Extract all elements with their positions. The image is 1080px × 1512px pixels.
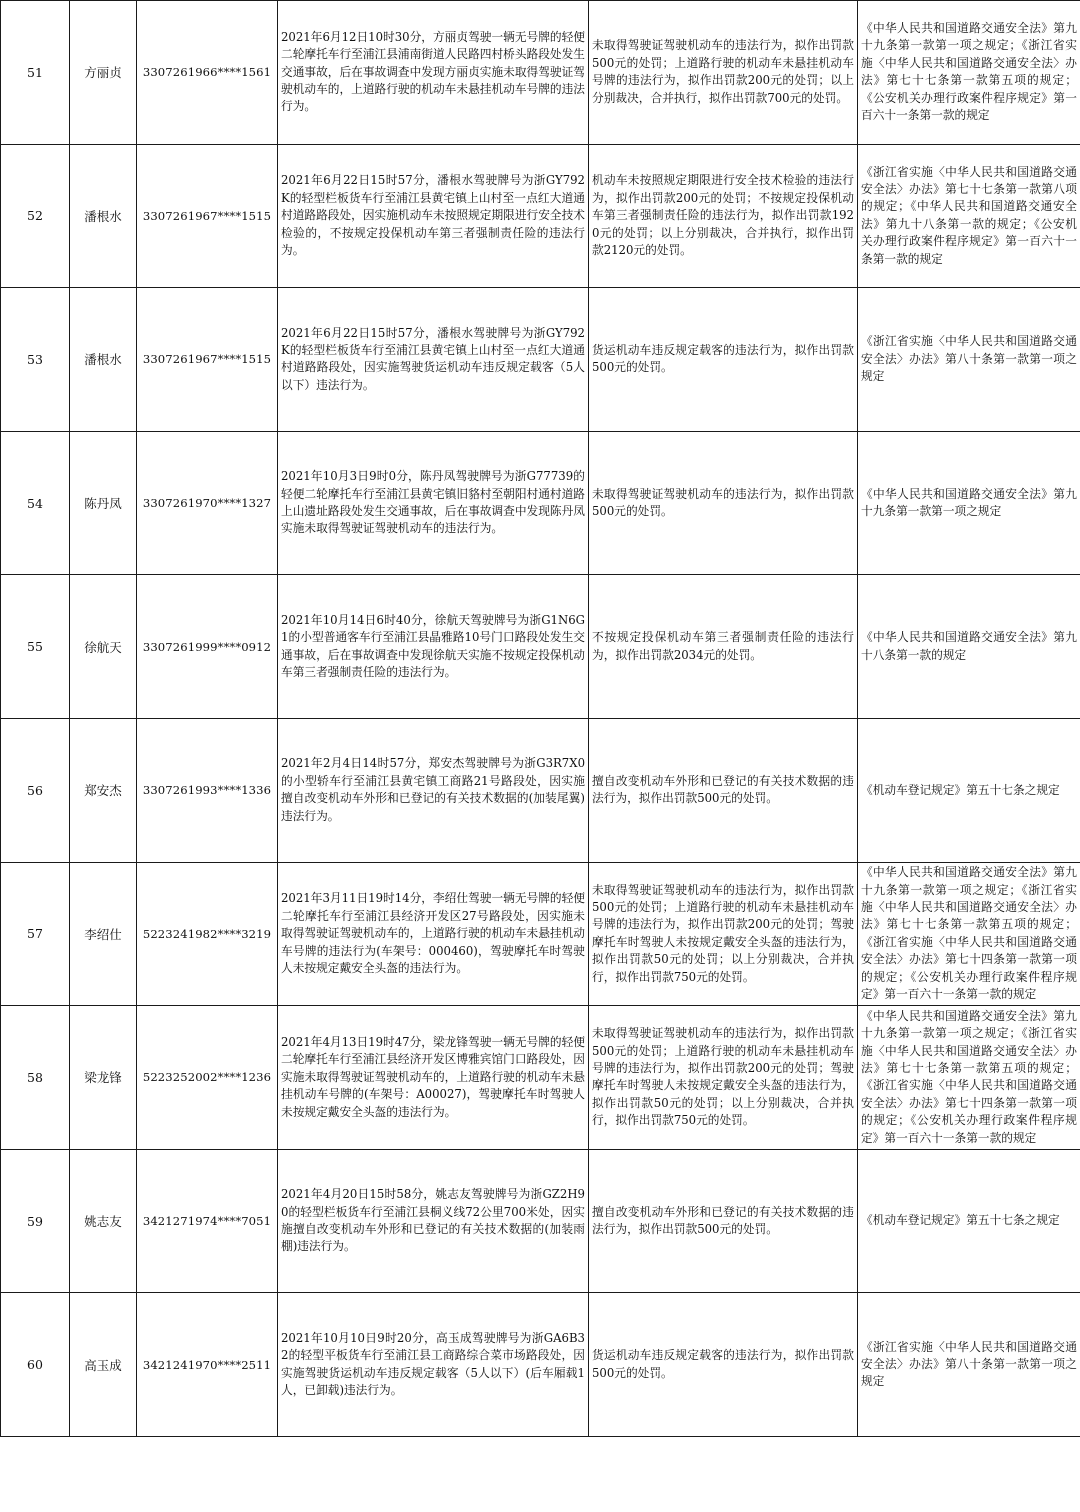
row-number: 52 <box>1 144 70 288</box>
violation-facts: 2021年10月14日6时40分，徐航天驾驶牌号为浙G1N6G1的小型普通客车行至浦江县晶雅路10号门口路段处发生交通事故，后在事故调查中发现徐航天实施不按规定投保机动车第三者强制责任险的违法行为。 <box>278 575 589 719</box>
person-name: 陈丹凤 <box>70 431 137 575</box>
table-row <box>1 144 1080 288</box>
violation-facts: 2021年2月4日14时57分，郑安杰驾驶牌号为浙G3R7X0的小型轿车行至浦江县黄宅镇工商路21号路段处，因实施擅自改变机动车外形和已登记的有关技术数据的(加装尾翼)违法行为。 <box>278 718 589 862</box>
row-number: 51 <box>1 1 70 145</box>
violation-facts: 2021年6月12日10时30分，方丽贞驾驶一辆无号牌的轻便二轮摩托车行至浦江县浦南街道人民路四村桥头路段处发生交通事故，后在事故调查中发现方丽贞实施未取得驾驶证驾驶机动车的，上道路行驶的机动车未悬挂机动车号牌的违法行为。 <box>278 1 589 145</box>
violation-facts: 2021年4月13日19时47分，梁龙锋驾驶一辆无号牌的轻便二轮摩托车行至浦江县经济开发区博雅宾馆门口路段处，因实施未取得驾驶证驾驶机动车的，上道路行驶的机动车未悬挂机动车号牌的(车架号：A00027)，驾驶摩托车时驾驶人未按规定戴安全头盔的违法行为。 <box>278 1006 589 1150</box>
legal-basis: 《浙江省实施〈中华人民共和国道路交通安全法〉办法》第八十条第一款第一项之规定 <box>858 288 1080 432</box>
id-number: 3421241970****2511 <box>137 1293 278 1437</box>
table-row <box>1 1 1080 145</box>
violation-facts: 2021年6月22日15时57分，潘根水驾驶牌号为浙GY792K的轻型栏板货车行至浦江县黄宅镇上山村至一点红大道通村道路路段处，因实施驾驶货运机动车违反规定载客（5人以下）违法行为。 <box>278 288 589 432</box>
person-name: 潘根水 <box>70 288 137 432</box>
penalty-decision: 擅自改变机动车外形和已登记的有关技术数据的违法行为，拟作出罚款500元的处罚。 <box>589 1149 858 1293</box>
id-number: 3307261967****1515 <box>137 144 278 288</box>
table-row <box>1 718 1080 862</box>
person-name: 李绍仕 <box>70 862 137 1006</box>
legal-basis: 《机动车登记规定》第五十七条之规定 <box>858 718 1080 862</box>
id-number: 5223241982****3219 <box>137 862 278 1006</box>
person-name: 郑安杰 <box>70 718 137 862</box>
id-number: 5223252002****1236 <box>137 1006 278 1150</box>
penalty-decision: 未取得驾驶证驾驶机动车的违法行为，拟作出罚款500元的处罚；上道路行驶的机动车未悬挂机动车号牌的违法行为，拟作出罚款200元的处罚；以上分别裁决，合并执行，拟作出罚款700元的处罚。 <box>589 1 858 145</box>
table-row <box>1 575 1080 719</box>
id-number: 3307261967****1515 <box>137 288 278 432</box>
row-number: 60 <box>1 1293 70 1437</box>
violation-facts: 2021年10月3日9时0分，陈丹凤驾驶牌号为浙G77739的轻便二轮摩托车行至浦江县黄宅镇旧貉村至朝阳村通村道路上山遗址路段处发生交通事故，后在事故调查中发现陈丹凤实施未取得驾驶证驾驶机动车的违法行为。 <box>278 431 589 575</box>
person-name: 潘根水 <box>70 144 137 288</box>
table-row <box>1 1149 1080 1293</box>
person-name: 梁龙锋 <box>70 1006 137 1150</box>
table-row <box>1 1006 1080 1150</box>
person-name: 徐航天 <box>70 575 137 719</box>
legal-basis: 《浙江省实施〈中华人民共和国道路交通安全法〉办法》第七十七条第一款第八项的规定；《中华人民共和国道路交通安全法》第九十八条第一款的规定；《公安机关办理行政案件程序规定》第一百六十一条第一款的规定 <box>858 144 1080 288</box>
penalty-decision: 未取得驾驶证驾驶机动车的违法行为，拟作出罚款500元的处罚。 <box>589 431 858 575</box>
legal-basis: 《中华人民共和国道路交通安全法》第九十九条第一款第一项之规定；《浙江省实施〈中华人民共和国道路交通安全法〉办法》第七十七条第一款第五项的规定；《公安机关办理行政案件程序规定》第一百六十一条第一款的规定 <box>858 1 1080 145</box>
legal-basis: 《中华人民共和国道路交通安全法》第九十九条第一款第一项之规定；《浙江省实施〈中华人民共和国道路交通安全法〉办法》第七十七条第一款第五项的规定；《浙江省实施〈中华人民共和国道路交通安全法〉办法》第七十四条第一款第一项的规定；《公安机关办理行政案件程序规定》第一百六十一条第一款的规定 <box>858 1006 1080 1150</box>
violation-facts: 2021年10月10日9时20分，高玉成驾驶牌号为浙GA6B32的轻型平板货车行至浦江县工商路综合菜市场路段处，因实施驾驶货运机动车违反规定载客（5人以下）(后车厢载1人，已卸载)违法行为。 <box>278 1293 589 1437</box>
penalty-decision: 货运机动车违反规定载客的违法行为，拟作出罚款500元的处罚。 <box>589 288 858 432</box>
legal-basis: 《中华人民共和国道路交通安全法》第九十八条第一款的规定 <box>858 575 1080 719</box>
legal-basis: 《中华人民共和国道路交通安全法》第九十九条第一款第一项之规定；《浙江省实施〈中华人民共和国道路交通安全法〉办法》第七十七条第一款第五项的规定；《浙江省实施〈中华人民共和国道路交通安全法〉办法》第七十四条第一款第一项的规定；《公安机关办理行政案件程序规定》第一百六十一条第一款的规定 <box>858 862 1080 1006</box>
person-name: 姚志友 <box>70 1149 137 1293</box>
row-number: 59 <box>1 1149 70 1293</box>
penalty-decision: 未取得驾驶证驾驶机动车的违法行为，拟作出罚款500元的处罚；上道路行驶的机动车未悬挂机动车号牌的违法行为，拟作出罚款200元的处罚；驾驶摩托车时驾驶人未按规定戴安全头盔的违法行为，拟作出罚款50元的处罚；以上分别裁决，合并执行，拟作出罚款750元的处罚。 <box>589 862 858 1006</box>
violation-facts: 2021年4月20日15时58分，姚志友驾驶牌号为浙GZ2H90的轻型栏板货车行至浦江县桐义线72公里700米处，因实施擅自改变机动车外形和已登记的有关技术数据的(加装雨棚)违法行为。 <box>278 1149 589 1293</box>
legal-basis: 《浙江省实施〈中华人民共和国道路交通安全法〉办法》第八十条第一款第一项之规定 <box>858 1293 1080 1437</box>
id-number: 3307261999****0912 <box>137 575 278 719</box>
row-number: 55 <box>1 575 70 719</box>
violation-facts: 2021年3月11日19时14分，李绍仕驾驶一辆无号牌的轻便二轮摩托车行至浦江县经济开发区27号路段处，因实施未取得驾驶证驾驶机动车的，上道路行驶的机动车未悬挂机动车号牌的违法行为(车架号：000460)，驾驶摩托车时驾驶人未按规定戴安全头盔的违法行为。 <box>278 862 589 1006</box>
penalty-decision: 货运机动车违反规定载客的违法行为，拟作出罚款500元的处罚。 <box>589 1293 858 1437</box>
id-number: 3307261966****1561 <box>137 1 278 145</box>
legal-basis: 《中华人民共和国道路交通安全法》第九十九条第一款第一项之规定 <box>858 431 1080 575</box>
person-name: 方丽贞 <box>70 1 137 145</box>
row-number: 53 <box>1 288 70 432</box>
id-number: 3307261970****1327 <box>137 431 278 575</box>
row-number: 56 <box>1 718 70 862</box>
penalty-decision: 未取得驾驶证驾驶机动车的违法行为，拟作出罚款500元的处罚；上道路行驶的机动车未悬挂机动车号牌的违法行为，拟作出罚款200元的处罚；驾驶摩托车时驾驶人未按规定戴安全头盔的违法行为，拟作出罚款50元的处罚；以上分别裁决，合并执行，拟作出罚款750元的处罚。 <box>589 1006 858 1150</box>
legal-basis: 《机动车登记规定》第五十七条之规定 <box>858 1149 1080 1293</box>
penalty-decision: 擅自改变机动车外形和已登记的有关技术数据的违法行为，拟作出罚款500元的处罚。 <box>589 718 858 862</box>
table-row <box>1 1293 1080 1437</box>
row-number: 54 <box>1 431 70 575</box>
violation-facts: 2021年6月22日15时57分，潘根水驾驶牌号为浙GY792K的轻型栏板货车行至浦江县黄宅镇上山村至一点红大道通村道路路段处，因实施机动车未按照规定期限进行安全技术检验的，不按规定投保机动车第三者强制责任险的违法行为。 <box>278 144 589 288</box>
row-number: 58 <box>1 1006 70 1150</box>
table-row <box>1 431 1080 575</box>
penalty-decision: 不按规定投保机动车第三者强制责任险的违法行为，拟作出罚款2034元的处罚。 <box>589 575 858 719</box>
id-number: 3421271974****7051 <box>137 1149 278 1293</box>
table-row <box>1 862 1080 1006</box>
table-row <box>1 288 1080 432</box>
person-name: 高玉成 <box>70 1293 137 1437</box>
row-number: 57 <box>1 862 70 1006</box>
id-number: 3307261993****1336 <box>137 718 278 862</box>
penalty-decision: 机动车未按照规定期限进行安全技术检验的违法行为，拟作出罚款200元的处罚；不按规定投保机动车第三者强制责任险的违法行为，拟作出罚款1920元的处罚；以上分别裁决，合并执行，拟作出罚款2120元的处罚。 <box>589 144 858 288</box>
